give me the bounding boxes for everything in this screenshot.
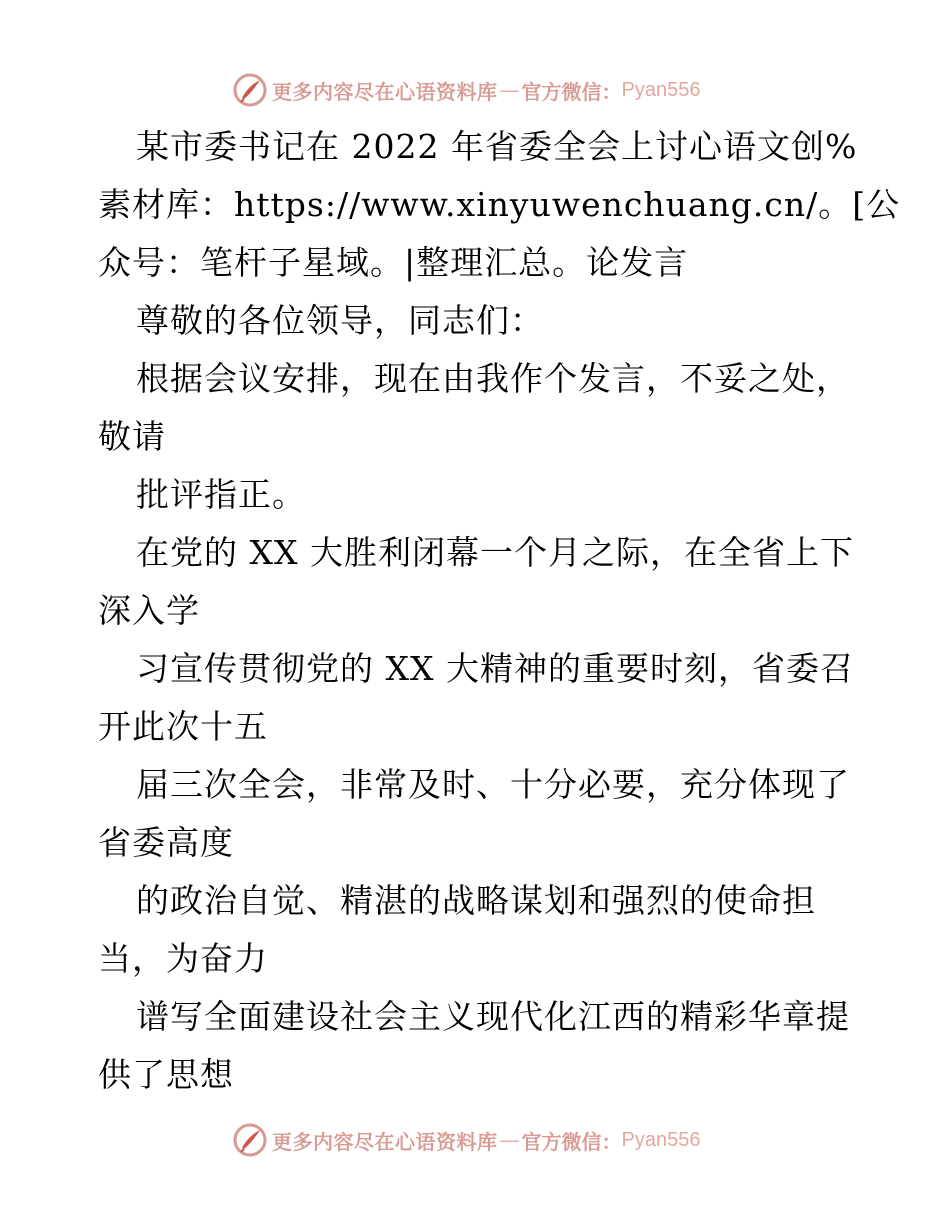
document-body xyxy=(98,118,901,1104)
header-watermark xyxy=(232,70,700,110)
text-line: 众号：笔杆子星域。|整理汇总。论发言 xyxy=(98,243,689,282)
text-line: 敬请 xyxy=(98,417,166,456)
text-line: 当，为奋力 xyxy=(98,939,268,978)
watermark-separator: — xyxy=(499,78,520,102)
watermark-text: 更多内容尽在心语资料库 xyxy=(272,79,498,104)
text-line: 开此次十五 xyxy=(98,707,268,746)
text-line: 深入学 xyxy=(98,591,200,630)
watermark-wechat-label: 官方微信： xyxy=(521,79,622,104)
text-line: 届三次全会，非常及时、十分必要，充分体现了 xyxy=(136,765,850,804)
footer-watermark xyxy=(232,1120,700,1160)
text-line: 省委高度 xyxy=(98,823,234,862)
text-line: 根据会议安排，现在由我作个发言，不妥之处， xyxy=(136,359,850,398)
text-line: 在党的 XX 大胜利闭幕一个月之际，在全省上下 xyxy=(136,533,854,572)
text-line: 某市委书记在 2022 年省委全会上讨心语文创% xyxy=(136,127,858,166)
watermark-separator: — xyxy=(499,1128,520,1152)
text-line: 谱写全面建设社会主义现代化江西的精彩华章提 xyxy=(136,997,850,1036)
watermark-wechat-id: Pyan556 xyxy=(621,1128,701,1151)
watermark-wechat-label: 官方微信： xyxy=(521,1129,622,1154)
text-line: 的政治自觉、精湛的战略谋划和强烈的使命担 xyxy=(136,881,816,920)
text-line: 尊敬的各位领导，同志们： xyxy=(136,301,544,340)
text-line: 素材库：https://www.xinyuwenchuang.cn/。[公 xyxy=(98,185,901,224)
quill-logo-icon xyxy=(232,72,268,108)
text-line: 习宣传贯彻党的 XX 大精神的重要时刻，省委召 xyxy=(136,649,854,688)
text-line: 供了思想 xyxy=(98,1055,234,1094)
watermark-wechat-id: Pyan556 xyxy=(621,78,701,101)
text-line: 批评指正。 xyxy=(136,475,306,514)
watermark-text: 更多内容尽在心语资料库 xyxy=(272,1129,498,1154)
quill-logo-icon xyxy=(232,1122,268,1158)
